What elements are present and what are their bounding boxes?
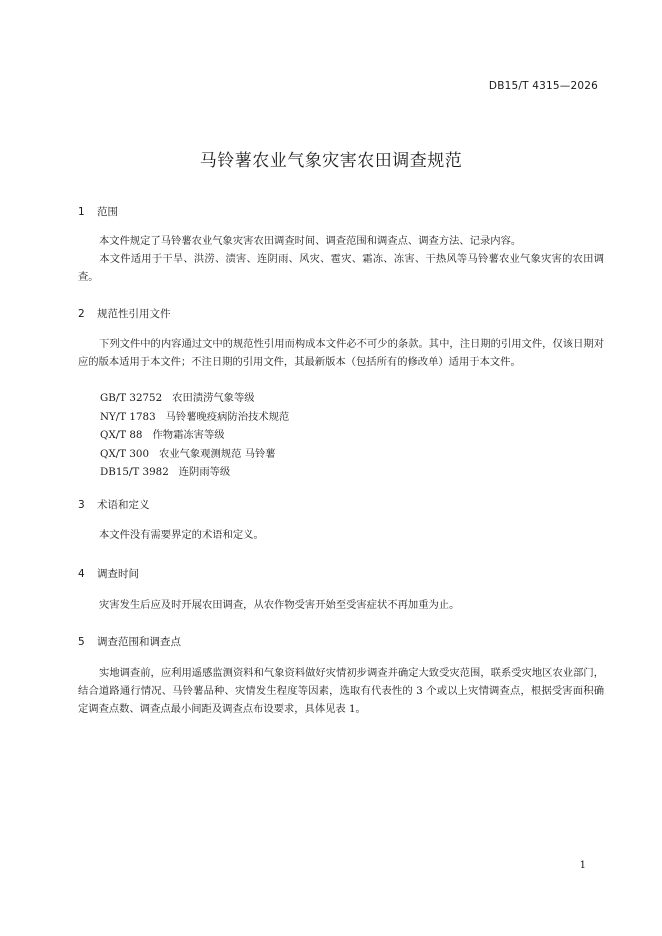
reference-title: 作物霜冻害等级	[152, 429, 225, 441]
section-title: 规范性引用文件	[97, 308, 171, 320]
reference-item	[100, 389, 289, 408]
reference-list	[100, 389, 289, 482]
section-number: 1	[78, 206, 85, 218]
reference-code: DB15/T 3982	[100, 466, 169, 478]
section-number: 4	[78, 568, 85, 580]
reference-code: NY/T 1783	[100, 410, 156, 423]
reference-code: QX/T 88	[100, 429, 143, 441]
section-heading-survey-time	[78, 566, 139, 581]
paragraph: 本文件规定了马铃薯农业气象灾害农田调查时间、调查范围和调查点、调查方法、记录内容。	[99, 235, 522, 247]
section-title: 术语和定义	[97, 499, 150, 511]
paragraph: 本文件没有需要界定的术语和定义。	[99, 529, 264, 541]
section-number: 2	[78, 308, 85, 320]
reference-title: 农业气象观测规范 马铃薯	[159, 447, 276, 460]
document-number: DB15/T 4315—2026	[488, 80, 598, 92]
page-number: 1	[579, 860, 586, 871]
section-heading-terms-definitions	[78, 497, 150, 512]
section-title: 范围	[97, 206, 118, 218]
reference-title: 马铃薯晚疫病防治技术规范	[165, 410, 290, 423]
document-title: 马铃薯农业气象灾害农田调查规范	[199, 151, 463, 171]
section-title: 调查范围和调查点	[97, 636, 181, 648]
section-number: 5	[78, 636, 85, 648]
reference-code: QX/T 300	[100, 447, 150, 460]
section-heading-normative-references	[78, 306, 171, 321]
section-number: 3	[78, 499, 85, 511]
section-heading-scope	[78, 204, 118, 219]
paragraph: 下列文件中的内容通过文中的规范性引用而构成本文件必不可少的条款。其中，注日期的引用文件，仅该日期对应的版本适用于本文件；不注日期的引用文件，其最新版本（包括所有的修改单）适用于本文件。	[78, 338, 604, 368]
section-title: 调查时间	[97, 568, 139, 580]
reference-item	[100, 408, 289, 427]
reference-item	[100, 426, 289, 445]
paragraph: 灾害发生后应及时开展农田调查，从农作物受害开始至受害症状不再加重为止。	[99, 599, 460, 611]
reference-title: 连阴雨等级	[178, 466, 231, 478]
reference-item	[100, 445, 289, 464]
reference-item	[100, 463, 289, 482]
reference-code: GB/T 32752	[100, 392, 163, 404]
reference-title: 农田渍涝气象等级	[172, 392, 255, 404]
section-heading-survey-scope	[78, 634, 181, 649]
paragraph: 实地调查前，应利用遥感监测资料和气象资料做好灾情初步调查并确定大致受灾范围，联系受灾地区农业部门，结合道路通行情况、马铃薯品种、灾情发生程度等因素，选取有代表性的 3 个或以上灾情调查点，根据受害面积确定调查点数、调查点最小间距及调查点布设要求，具体见表 1。	[78, 667, 604, 715]
paragraph: 本文件适用于干旱、洪涝、渍害、连阴雨、风灾、雹灾、霜冻、冻害、干热风等马铃薯农业气象灾害的农田调查。	[78, 253, 604, 283]
